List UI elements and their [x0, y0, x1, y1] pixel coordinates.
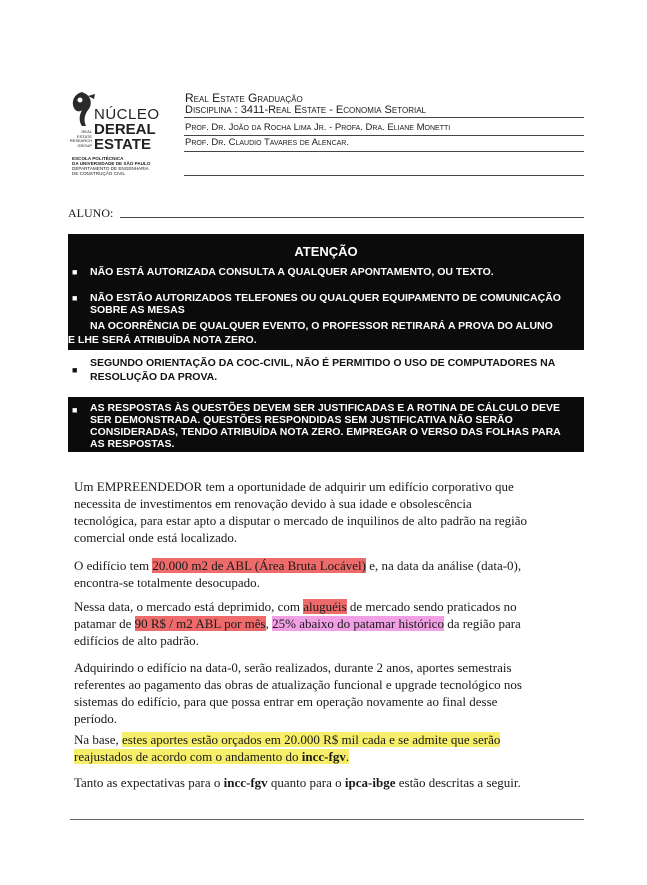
paragraph-investments: Adquirindo o edifício na data-0, serão realizados, durante 2 anos, aportes semestrais referentes ao pagamento das obras de atualização funcional e upgrade tecnológico nos sistemas do edifício, para que possa entrar em operação novamente ao final desse período. — [74, 660, 522, 726]
notice-line: E LHE SERÁ ATRIBUÍDA NOTA ZERO. — [68, 334, 257, 346]
header-rule — [184, 135, 584, 136]
logo-word-estate: ESTATE — [94, 136, 151, 153]
bullet-icon: ■ — [72, 405, 78, 415]
logo-institution-text: ESCOLA POLITÉCNICA DA UNIVERSIDADE DE SÃO PAULO DEPARTAMENTO DE ENGENHARIA DE CONSTRUÇÃO CIVIL — [72, 156, 151, 176]
notice-line: SEGUNDO ORIENTAÇÃO DA COC-CIVIL, NÃO É PERMITIDO O USO DE COMPUTADORES NA — [90, 357, 556, 369]
footer-rule — [70, 819, 584, 820]
nucleo-real-estate-logo — [64, 88, 174, 188]
logo-word-dereal: DEREAL — [94, 121, 156, 138]
logo-word-nucleo: NÚCLEO — [94, 106, 160, 123]
header-rule — [184, 117, 584, 118]
bullet-icon: ■ — [72, 293, 78, 303]
paragraph-building-area: O edifício tem 20.000 m2 de ABL (Área Bruta Locável) e, na data da análise (data-0), encontra-se totalmente desocupado. — [74, 558, 522, 590]
notice-box-answers — [68, 397, 584, 452]
notice-line: CONSIDERADAS, TENDO ATRIBUÍDA NOTA ZERO. EMPREGAR O VERSO DAS FOLHAS PARA — [90, 426, 561, 438]
course-title: Real Estate Graduação — [185, 91, 303, 105]
highlight-historic-gap: 25% abaixo do patamar histórico — [272, 616, 444, 631]
notice-line: NÃO ESTÁ AUTORIZADA CONSULTA A QUALQUER APONTAMENTO, OU TEXTO. — [90, 266, 494, 278]
notice-line: NÃO ESTÃO AUTORIZADOS TELEFONES OU QUALQUER EQUIPAMENTO DE COMUNICAÇÃO — [90, 292, 561, 304]
highlight-rents: aluguéis — [303, 599, 347, 614]
notice-line: NA OCORRÊNCIA DE QUALQUER EVENTO, O PROFESSOR RETIRARÁ A PROVA DO ALUNO — [90, 320, 553, 332]
professors-line-2: Prof. Dr. Claudio Tavares de Alencar. — [185, 137, 349, 148]
notice-title: ATENÇÃO — [294, 244, 358, 259]
paragraph-expectations: Tanto as expectativas para o incc-fgv quanto para o ipca-ibge estão descritas a seguir. — [74, 775, 521, 790]
notice-line: RESOLUÇÃO DA PROVA. — [90, 371, 218, 383]
logo-small-text: REAL ESTATE RESEARCH GROUP — [69, 129, 92, 148]
bullet-icon: ■ — [72, 267, 78, 277]
notice-line: SOBRE AS MESAS — [90, 304, 185, 316]
notice-box-computers — [68, 351, 584, 396]
professors-line-1: Prof. Dr. João da Rocha Lima Jr. - Profa. Dra. Eliane Monetti — [185, 122, 451, 133]
notice-line: SER DEMONSTRADA. QUESTÕES RESPONDIDAS SEM JUSTIFICATIVA NÃO SERÃO — [90, 414, 513, 426]
bullet-icon: ■ — [72, 365, 78, 375]
discipline-line: Disciplina : 3411-Real Estate - Economia Setorial — [185, 104, 426, 116]
paragraph-intro: Um EMPREENDEDOR tem a oportunidade de adquirir um edifício corporativo que necessita de investimentos em renovação devido à sua idade e obsolescência tecnológica, para estar apto a disputar o mercado de inquilinos de alto padrão na região comercial onde está localizado. — [74, 479, 528, 545]
notice-line: AS RESPOSTAS. — [90, 438, 175, 450]
header-rule — [184, 151, 584, 152]
paragraph-base-case: Na base, estes aportes estão orçados em 20.000 R$ mil cada e se admite que serão reajustados de acordo com o andamento do incc-fgv. — [74, 732, 501, 764]
highlight-adjustment: reajustados de acordo com o andamento do incc-fgv. — [74, 749, 350, 764]
highlight-rent-value: 90 R$ / m2 ABL por mês — [134, 616, 266, 631]
student-name-label: ALUNO: — [68, 206, 114, 220]
highlight-contributions: estes aportes estão orçados em 20.000 R$ mil cada e se admite que serão — [122, 732, 501, 747]
highlight-area: 20.000 m2 de ABL (Área Bruta Locável) — [152, 558, 366, 573]
notice-line: AS RESPOSTAS ÀS QUESTÕES DEVEM SER JUSTIFICADAS E A ROTINA DE CÁLCULO DEVE — [90, 402, 561, 414]
student-name-line — [120, 217, 584, 218]
notice-box — [68, 234, 584, 350]
header-rule — [184, 175, 584, 176]
paragraph-market: Nessa data, o mercado está deprimido, com aluguéis de mercado sendo praticados no patamar de 90 R$ / m2 ABL por mês, 25% abaixo do patamar histórico da região para edifícios de alto padrão. — [74, 599, 521, 648]
